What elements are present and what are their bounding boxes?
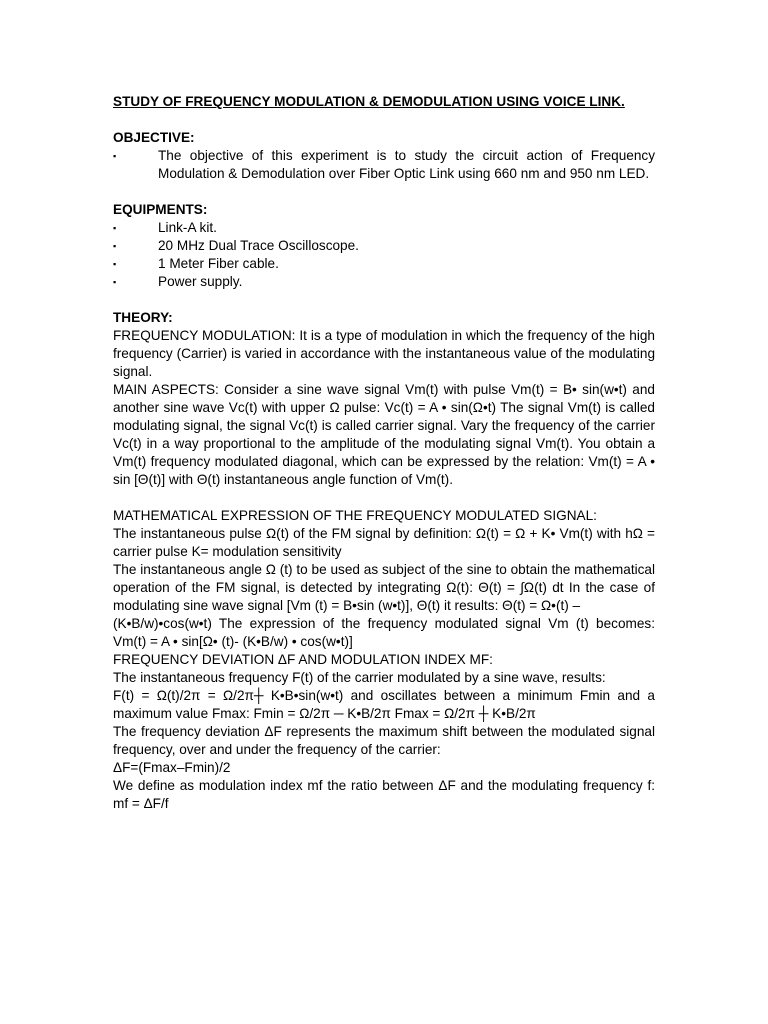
equipment-item: Power supply. (158, 274, 243, 289)
list-item (113, 237, 655, 255)
list-item (113, 219, 655, 237)
equipment-item: Link-A kit. (158, 220, 217, 235)
equipment-item: 1 Meter Fiber cable. (158, 256, 279, 271)
theory-paragraph-modulation-index: We define as modulation index mf the ratio between ΔF and the modulating frequency f: mf = ΔF/f (113, 778, 655, 811)
theory-paragraph-deviation: The frequency deviation ΔF represents the maximum shift between the modulated signal frequency, over and under the frequency of the carrier: (113, 724, 655, 757)
bullet-icon: ▪ (113, 223, 117, 233)
document-page (113, 93, 655, 813)
objective-text: The objective of this experiment is to study the circuit action of Frequency Modulation & Demodulation over Fiber Optic Link using 660 nm and 950 nm LED. (158, 148, 655, 181)
frequency-deviation-heading: FREQUENCY DEVIATION ΔF AND MODULATION INDEX MF: (113, 652, 493, 667)
theory-paragraph-frequency-formula: F(t) = Ω(t)/2π = Ω/2π┼ K•B•sin(w•t) and oscillates between a minimum Fmin and a maximum value Fmax: Fmin = Ω/2π ─ K•B/2π Fmax = Ω/2π ┼ K•B/2π (113, 688, 655, 721)
math-expression-heading: MATHEMATICAL EXPRESSION OF THE FREQUENCY MODULATED SIGNAL: (113, 508, 597, 523)
document-title: STUDY OF FREQUENCY MODULATION & DEMODULATION USING VOICE LINK. (113, 94, 625, 109)
theory-paragraph-fm: FREQUENCY MODULATION: It is a type of modulation in which the frequency of the high frequency (Carrier) is varied in accordance with the instantaneous value of the modulating signal. (113, 328, 655, 379)
theory-paragraph-instantaneous-pulse: The instantaneous pulse Ω(t) of the FM signal by definition: Ω(t) = Ω + K• Vm(t) with hΩ = carrier pulse K= modulation sensitivity (113, 526, 655, 559)
theory-paragraph-fm-expression: (K•B/w)•cos(w•t) The expression of the frequency modulated signal Vm (t) becomes: Vm(t) = A • sin[Ω• (t)- (K•B/w) • cos(w•t)] (113, 616, 655, 649)
bullet-icon: ▪ (113, 277, 117, 287)
bullet-icon: ▪ (113, 259, 117, 269)
theory-paragraph-instantaneous-frequency: The instantaneous frequency F(t) of the carrier modulated by a sine wave, results: (113, 670, 606, 685)
theory-heading: THEORY: (113, 310, 173, 325)
list-item (113, 255, 655, 273)
equipments-list (113, 219, 655, 291)
bullet-icon: ▪ (113, 241, 117, 251)
equipments-heading: EQUIPMENTS: (113, 202, 208, 217)
objective-list (113, 147, 655, 183)
objective-heading: OBJECTIVE: (113, 130, 195, 145)
equipment-item: 20 MHz Dual Trace Oscilloscope. (158, 238, 359, 253)
theory-paragraph-instantaneous-angle: The instantaneous angle Ω (t) to be used as subject of the sine to obtain the mathematical operation of the FM signal, is detected by integrating Ω(t): Θ(t) = ∫Ω(t) dt In the case of modulating sine wave signal [Vm (t) = B•sin (w•t)], Θ(t) it results: Θ(t) = Ω•(t) – (113, 562, 655, 613)
bullet-icon: ▪ (113, 151, 117, 161)
list-item (113, 147, 655, 183)
theory-paragraph-main-aspects: MAIN ASPECTS: Consider a sine wave signal Vm(t) with pulse Vm(t) = B• sin(w•t) and another sine wave Vc(t) with upper Ω pulse: Vc(t) = A • sin(Ω•t) The signal Vm(t) is called modulating signal, the signal Vc(t) is called carrier signal. Vary the frequency of the carrier Vc(t) in a way proportional to the amplitude of the modulating signal Vm(t). You obtain a Vm(t) frequency modulated diagonal, which can be expressed by the relation: Vm(t) = A • sin [Θ(t)] with Θ(t) instantaneous angle function of Vm(t). (113, 382, 655, 487)
list-item (113, 273, 655, 291)
theory-formula-delta-f: ΔF=(Fmax–Fmin)/2 (113, 760, 231, 775)
